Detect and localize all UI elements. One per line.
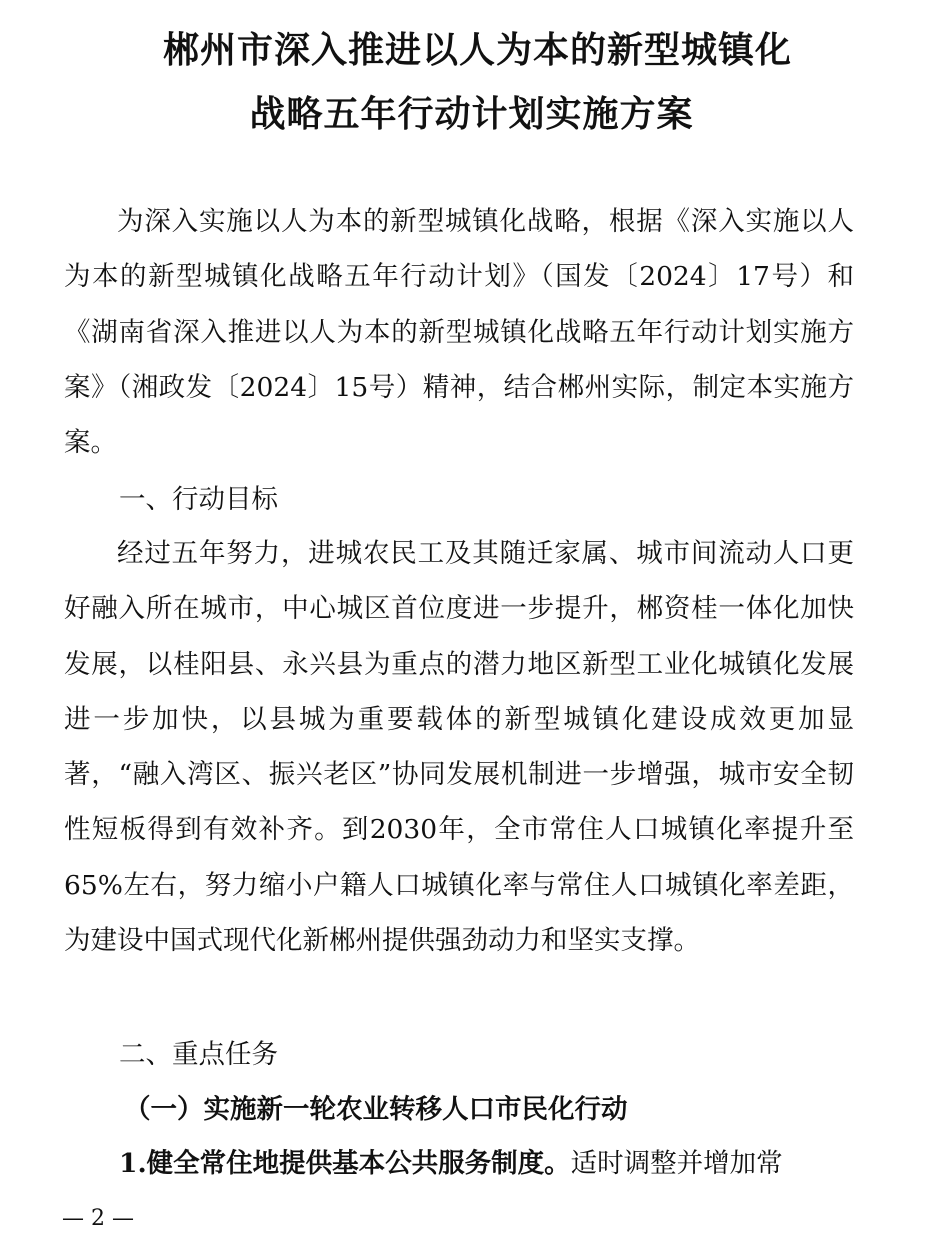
task-item-title: 1.健全常住地提供基本公共服务制度。 (119, 1148, 571, 1179)
section-heading-goals: 一、行动目标 (119, 484, 278, 515)
task-item (119, 1144, 783, 1184)
section-heading-key-tasks: 二、重点任务 (119, 1039, 278, 1070)
goals-paragraph: 经过五年努力，进城农民工及其随迁家属、城市间流动人口更好融入所在城市，中心城区首位度进一步提升，郴资桂一体化加快发展，以桂阳县、永兴县为重点的潜力地区新型工业化城镇化发展进一步加快，以县城为重要载体的新型城镇化建设成效更加显著，“融入湾区、振兴老区”协同发展机制进一步增强，城市安全韧性短板得到有效补齐。到2030年，全市常住人口城镇化率提升至65%左右，努力缩小户籍人口城镇化率与常住人口城镇化率差距，为建设中国式现代化新郴州提供强劲动力和坚实支撑。 (64, 538, 854, 957)
subsection-heading: （一）实施新一轮农业转移人口市民化行动 (124, 1094, 628, 1125)
document-title-line-2: 战略五年行动计划实施方案 (249, 94, 694, 135)
document-title-line-1: 郴州市深入推进以人为本的新型城镇化 (162, 30, 792, 71)
task-item-text: 适时调整并增加常 (570, 1148, 783, 1179)
page-number: — 2 — (62, 1206, 134, 1231)
intro-paragraph: 为深入实施以人为本的新型城镇化战略，根据《深入实施以人为本的新型城镇化战略五年行动计划》（国发〔2024〕17号）和《湖南省深入推进以人为本的新型城镇化战略五年行动计划实施方案》（湘政发〔2024〕15号）精神，结合郴州实际，制定本实施方案。 (64, 206, 854, 459)
